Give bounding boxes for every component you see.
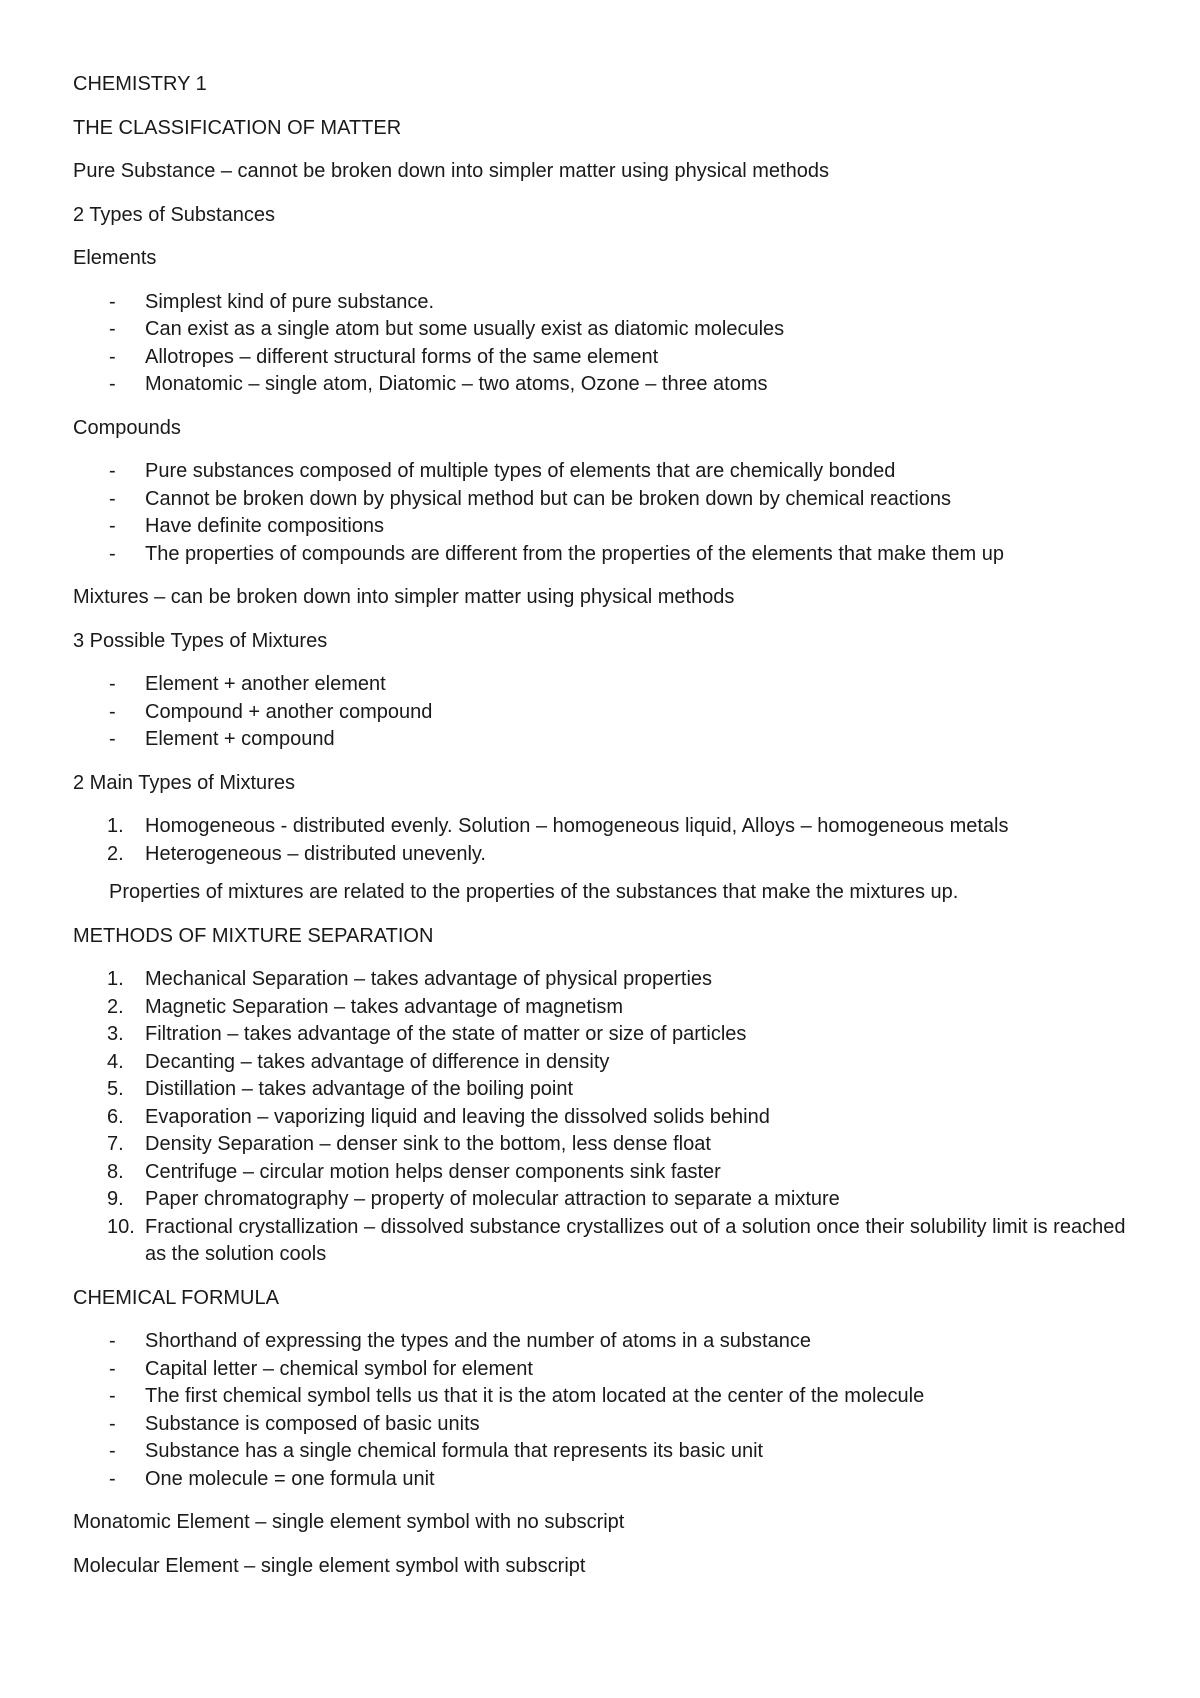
list-item	[73, 1214, 1143, 1269]
list-item-text: One molecule = one formula unit	[145, 1467, 435, 1490]
compounds-heading: Compounds	[73, 416, 181, 439]
number-marker: 10.	[107, 1215, 135, 1238]
list-item	[73, 1131, 1143, 1159]
list-item-text: Fractional crystallization – dissolved substance crystallizes out of a solution once their solubility limit is reached as the solution cools	[145, 1215, 1126, 1265]
list-item	[73, 671, 1143, 699]
list-item-text: Capital letter – chemical symbol for element	[145, 1357, 533, 1380]
list-item	[73, 994, 1143, 1022]
list-item-text: The first chemical symbol tells us that it is the atom located at the center of the molecule	[145, 1385, 925, 1407]
list-item-text: Substance is composed of basic units	[145, 1412, 480, 1435]
list-item	[73, 1104, 1143, 1132]
list-item	[73, 841, 1143, 869]
list-item-text: Centrifuge – circular motion helps denser components sink faster	[145, 1160, 721, 1183]
list-item-text: Cannot be broken down by physical method but can be broken down by chemical reactions	[145, 487, 952, 510]
list-item-text: The properties of compounds are different from the properties of the elements that make them up	[145, 542, 1004, 565]
list-item-text: Monatomic – single atom, Diatomic – two atoms, Ozone – three atoms	[145, 373, 768, 395]
dash-marker: -	[109, 700, 116, 723]
list-item-text: Can exist as a single atom but some usually exist as diatomic molecules	[145, 318, 785, 340]
monatomic-element-definition: Monatomic Element – single element symbol with no subscript	[73, 1511, 625, 1533]
dash-marker: -	[109, 1440, 116, 1462]
dash-marker: -	[109, 1467, 116, 1490]
compounds-list	[73, 458, 1143, 568]
dash-marker: -	[109, 373, 116, 395]
list-item-text: Heterogeneous – distributed unevenly.	[145, 842, 486, 865]
separation-methods-heading: METHODS OF MIXTURE SEPARATION	[73, 924, 434, 947]
list-item-text: Filtration – takes advantage of the state of matter or size of particles	[145, 1023, 747, 1045]
list-item	[73, 1076, 1143, 1104]
list-item	[73, 541, 1143, 569]
dash-marker: -	[109, 542, 116, 565]
list-item	[73, 1438, 1143, 1466]
list-item	[73, 1021, 1143, 1049]
list-item	[73, 699, 1143, 727]
list-item	[73, 1328, 1143, 1356]
number-marker: 3.	[107, 1023, 124, 1045]
dash-marker: -	[109, 290, 116, 313]
list-item	[73, 1466, 1143, 1494]
list-item-text: Distillation – takes advantage of the boiling point	[145, 1078, 574, 1100]
number-marker: 1.	[107, 968, 124, 990]
number-marker: 7.	[107, 1133, 124, 1155]
list-item	[73, 1356, 1143, 1384]
number-marker: 9.	[107, 1188, 124, 1210]
main-mixture-types-list	[73, 813, 1143, 868]
list-item	[73, 513, 1143, 541]
dash-marker: -	[109, 673, 116, 695]
list-item	[73, 316, 1143, 344]
number-marker: 2.	[107, 995, 124, 1018]
dash-marker: -	[109, 1385, 116, 1407]
possible-mixture-types-list	[73, 671, 1143, 754]
list-item-text: Substance has a single chemical formula that represents its basic unit	[145, 1440, 764, 1462]
document-body	[73, 71, 1143, 1596]
dash-marker: -	[109, 728, 116, 750]
elements-heading: Elements	[73, 247, 157, 269]
list-item	[73, 1186, 1143, 1214]
list-item	[73, 458, 1143, 486]
list-item-text: Evaporation – vaporizing liquid and leaving the dissolved solids behind	[145, 1105, 770, 1128]
list-item	[73, 813, 1143, 841]
list-item-text: Paper chromatography – property of molecular attraction to separate a mixture	[145, 1188, 840, 1210]
list-item-text: Allotropes – different structural forms of the same element	[145, 345, 659, 368]
list-item	[73, 344, 1143, 372]
list-item-text: Magnetic Separation – takes advantage of magnetism	[145, 995, 624, 1018]
list-item	[73, 1411, 1143, 1439]
pure-substance-definition: Pure Substance – cannot be broken down into simpler matter using physical methods	[73, 160, 829, 182]
list-item-text: Compound + another compound	[145, 700, 433, 723]
list-item-text: Shorthand of expressing the types and the number of atoms in a substance	[145, 1330, 811, 1352]
number-marker: 5.	[107, 1078, 124, 1100]
separation-methods-list	[73, 966, 1143, 1269]
molecular-element-definition: Molecular Element – single element symbol with subscript	[73, 1554, 586, 1577]
list-item	[73, 1159, 1143, 1187]
elements-list	[73, 289, 1143, 399]
number-marker: 2.	[107, 842, 124, 865]
number-marker: 8.	[107, 1160, 124, 1183]
list-item	[73, 1049, 1143, 1077]
chemical-formula-list	[73, 1328, 1143, 1493]
dash-marker: -	[109, 318, 116, 340]
main-mixture-types-heading: 2 Main Types of Mixtures	[73, 771, 295, 794]
chemical-formula-heading: CHEMICAL FORMULA	[73, 1286, 279, 1309]
dash-marker: -	[109, 1357, 116, 1380]
classification-heading: THE CLASSIFICATION OF MATTER	[73, 116, 402, 139]
list-item-text: Element + compound	[145, 728, 335, 750]
number-marker: 1.	[107, 815, 124, 837]
possible-mixture-types-heading: 3 Possible Types of Mixtures	[73, 629, 328, 652]
list-item-text: Have definite compositions	[145, 515, 385, 537]
list-item-text: Decanting – takes advantage of difference in density	[145, 1050, 610, 1073]
list-item	[73, 726, 1143, 754]
list-item	[73, 1383, 1143, 1411]
mixture-properties-note: Properties of mixtures are related to the properties of the substances that make the mixtures up.	[109, 881, 959, 903]
mixtures-definition: Mixtures – can be broken down into simpler matter using physical methods	[73, 586, 735, 608]
dash-marker: -	[109, 515, 116, 537]
dash-marker: -	[109, 1330, 116, 1352]
number-marker: 4.	[107, 1050, 124, 1073]
list-item-text: Mechanical Separation – takes advantage of physical properties	[145, 968, 713, 990]
list-item	[73, 289, 1143, 317]
list-item	[73, 966, 1143, 994]
list-item	[73, 486, 1143, 514]
list-item	[73, 371, 1143, 399]
substance-types-heading: 2 Types of Substances	[73, 203, 275, 226]
list-item-text: Element + another element	[145, 673, 386, 695]
number-marker: 6.	[107, 1105, 124, 1128]
dash-marker: -	[109, 1412, 116, 1435]
dash-marker: -	[109, 345, 116, 368]
list-item-text: Pure substances composed of multiple types of elements that are chemically bonded	[145, 460, 896, 482]
list-item-text: Simplest kind of pure substance.	[145, 290, 435, 313]
list-item-text: Homogeneous - distributed evenly. Solution – homogeneous liquid, Alloys – homogeneous metals	[145, 815, 1009, 837]
list-item-text: Density Separation – denser sink to the bottom, less dense float	[145, 1133, 711, 1155]
dash-marker: -	[109, 460, 116, 482]
document-title: CHEMISTRY 1	[73, 73, 207, 95]
dash-marker: -	[109, 487, 116, 510]
